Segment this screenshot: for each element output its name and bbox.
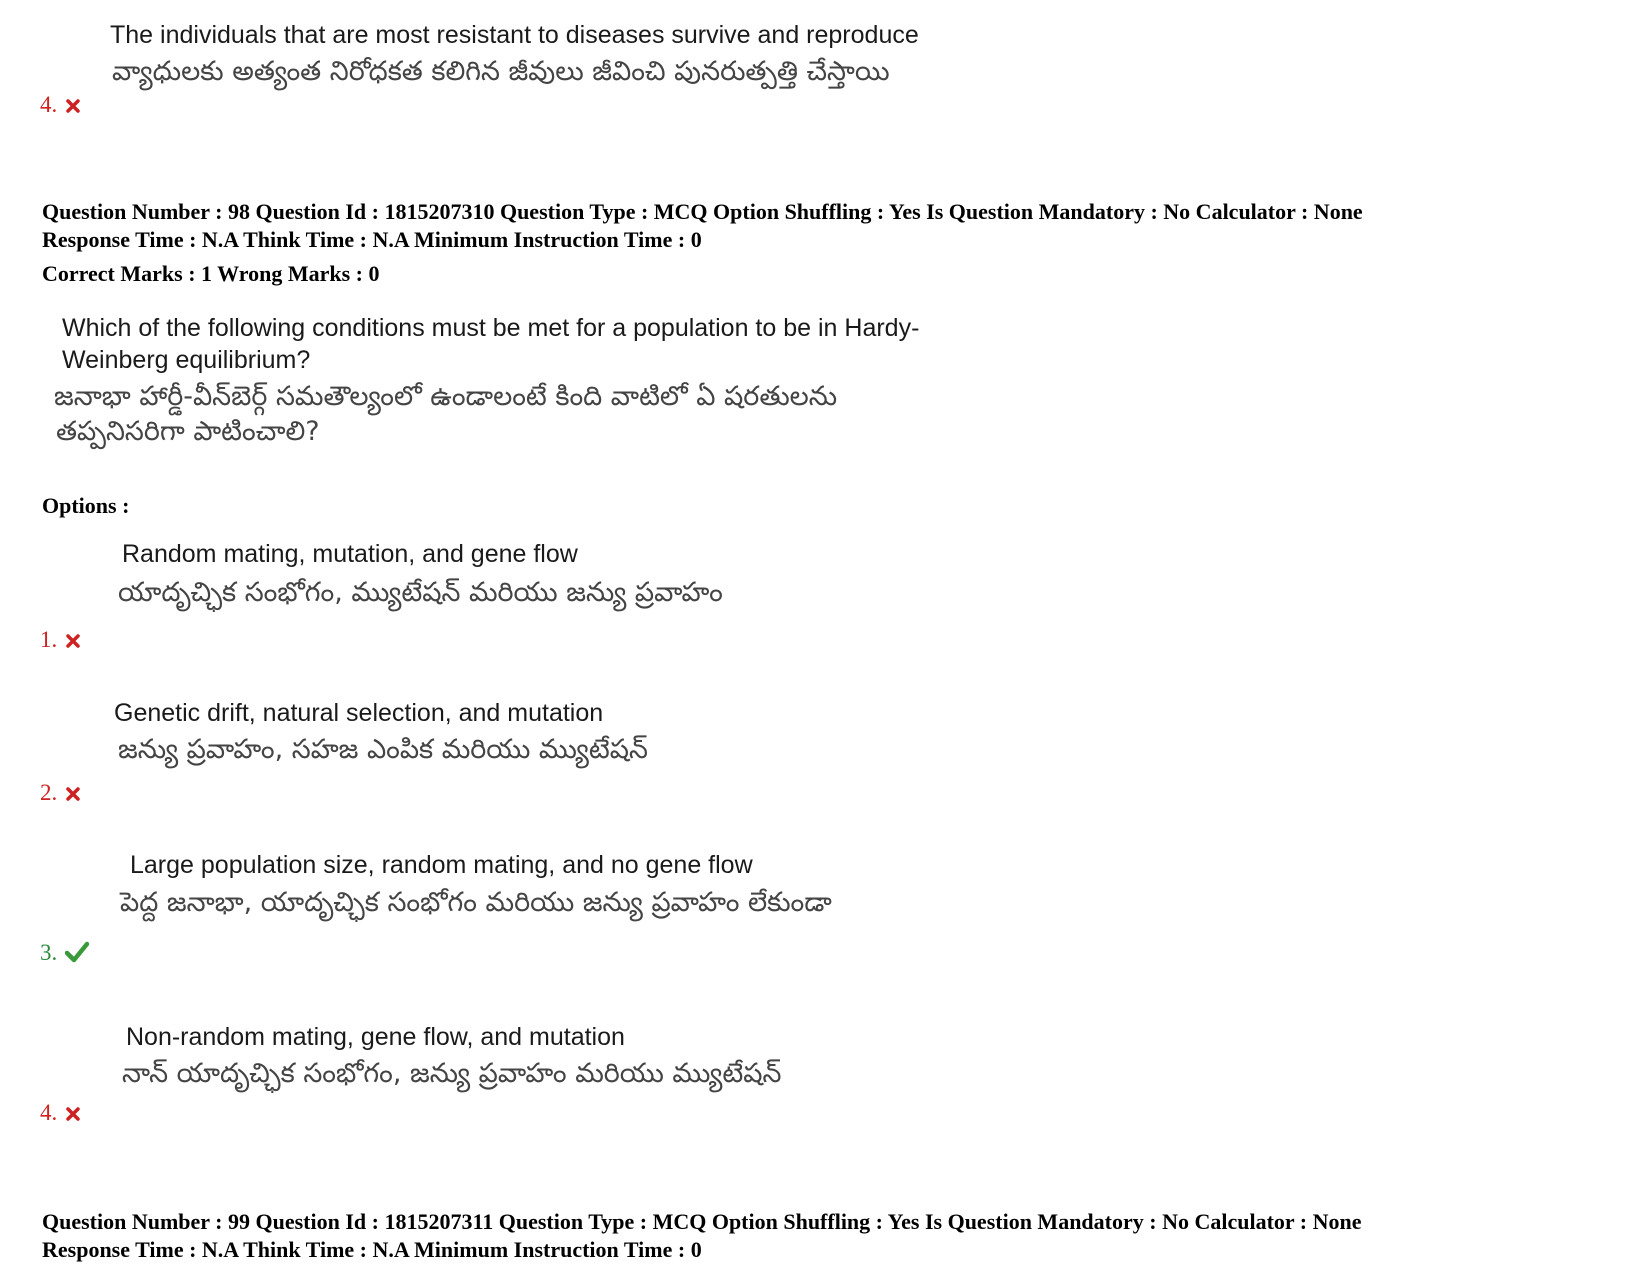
q98-meta-line1: Question Number : 98 Question Id : 1815207310 Question Type : MCQ Option Shuffling : Yes Is Question Mandatory : No Calculator : None [42,199,1363,224]
option4-telugu: నాన్ యాదృచ్ఛిక సంభోగం, జన్యు ప్రవాహం మరియు మ్యుటేషన్ [122,1058,782,1089]
cross-icon [65,782,81,808]
cross-icon [65,1102,81,1128]
q98-text-te-line2: తప్పనిసరిగా పాటించాలి? [56,416,320,447]
q98-text-en-line2: Weinberg equilibrium? [62,346,311,374]
options-label: Options : [42,493,130,518]
option2-number-row [40,780,81,808]
prev-option4-number-row [40,92,81,120]
option4-number-row [40,1100,81,1128]
option1-number: 1. [40,627,58,652]
option1-telugu: యాదృచ్ఛిక సంభోగం, మ్యుటేషన్ మరియు జన్యు ప్రవాహం [118,577,723,608]
option2-english: Genetic drift, natural selection, and mutation [114,699,604,727]
check-icon [65,941,89,969]
prev-option4-english: The individuals that are most resistant to diseases survive and reproduce [110,21,919,49]
cross-icon [65,94,81,120]
option4-number: 4. [40,1100,58,1125]
q98-marks-line: Correct Marks : 1 Wrong Marks : 0 [42,261,380,286]
cross-icon [65,629,81,655]
prev-option4-telugu: వ్యాధులకు అత్యంత నిరోధకత కలిగిన జీవులు జీవించి పునరుత్పత్తి చేస్తాయి [112,56,890,87]
q98-meta-line2: Response Time : N.A Think Time : N.A Minimum Instruction Time : 0 [42,227,702,252]
option3-number: 3. [40,940,58,965]
option2-telugu: జన్యు ప్రవాహం, సహజ ఎంపిక మరియు మ్యుటేషన్ [118,734,648,765]
option1-number-row [40,627,81,655]
option1-english: Random mating, mutation, and gene flow [122,540,578,568]
option3-number-row [40,940,89,969]
q98-text-en-line1: Which of the following conditions must be met for a population to be in Hardy- [62,314,920,342]
q99-meta-line2: Response Time : N.A Think Time : N.A Minimum Instruction Time : 0 [42,1237,702,1262]
option3-telugu: పెద్ద జనాభా, యాదృచ్ఛిక సంభోగం మరియు జన్యు ప్రవాహం లేకుండా [120,887,832,918]
option2-number: 2. [40,780,58,805]
option4-english: Non-random mating, gene flow, and mutation [126,1023,625,1051]
option3-english: Large population size, random mating, and no gene flow [130,851,753,879]
q98-text-te-line1: జనాభా హార్డీ-వీన్‌బెర్గ్ సమతౌల్యంలో ఉండాలంటే కింది వాటిలో ఏ షరతులను [54,381,838,412]
prev-option4-number: 4. [40,92,58,117]
q99-meta-line1: Question Number : 99 Question Id : 1815207311 Question Type : MCQ Option Shuffling : Yes Is Question Mandatory : No Calculator : None [42,1209,1362,1234]
